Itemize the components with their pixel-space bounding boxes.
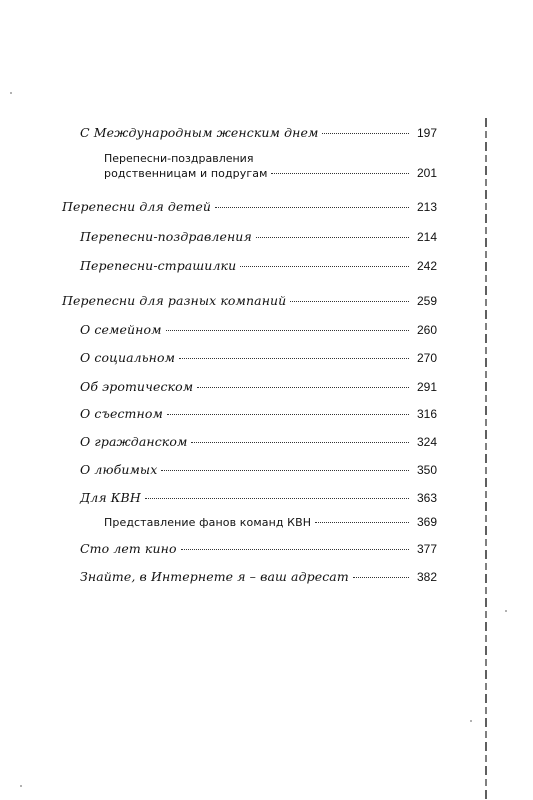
- toc-entry-title: Знайте, в Интернете я – ваш адресат: [80, 569, 349, 584]
- toc-entry-title: родственницам и подругам: [104, 167, 268, 180]
- toc-entry-title: О семейном: [80, 322, 162, 337]
- toc-entry-page: 197: [416, 126, 437, 140]
- dot-leader: [353, 577, 409, 578]
- dot-leader: [322, 133, 409, 134]
- toc-entry-title: Сто лет кино: [80, 541, 177, 556]
- toc-entry[interactable]: [80, 541, 437, 556]
- toc-entry[interactable]: [80, 350, 437, 365]
- toc-entry[interactable]: [80, 434, 437, 449]
- toc-entry-page: 214: [416, 230, 437, 244]
- dot-leader: [179, 358, 409, 359]
- toc-entry[interactable]: [80, 322, 437, 337]
- dot-leader: [181, 549, 409, 550]
- toc-entry-page: 316: [416, 407, 437, 421]
- toc-entry-page: 350: [416, 463, 437, 477]
- toc-entry-title: О социальном: [80, 350, 176, 365]
- toc-entry[interactable]: [80, 462, 437, 477]
- toc-entry-page: 242: [416, 259, 437, 273]
- toc-subentry[interactable]: [104, 515, 437, 529]
- toc-entry-page: 377: [416, 542, 437, 556]
- toc-entry-page: 201: [416, 166, 437, 180]
- toc-entry-page: 363: [416, 491, 437, 505]
- toc-subentry[interactable]: [104, 166, 437, 180]
- toc-entry-page: 259: [416, 294, 437, 308]
- toc-entry-title: С Международным женским днем: [80, 125, 319, 140]
- toc-section-entry[interactable]: [62, 293, 437, 308]
- toc-entry-page: 260: [416, 323, 437, 337]
- dot-leader: [290, 301, 409, 302]
- toc-entry-title-line1: Перепесни-поздравления: [104, 152, 254, 165]
- dot-leader: [167, 414, 409, 415]
- toc-entry[interactable]: [80, 406, 437, 421]
- toc-entry[interactable]: [80, 379, 437, 394]
- toc-entry[interactable]: [80, 229, 437, 244]
- toc-entry-title: Для КВН: [80, 490, 141, 505]
- toc-entry[interactable]: [80, 490, 437, 505]
- toc-entry-page: 382: [416, 570, 437, 584]
- dot-leader: [215, 207, 409, 208]
- dot-leader: [166, 330, 409, 331]
- toc-entry-page: 213: [416, 200, 437, 214]
- toc-entry-title: О съестном: [80, 406, 163, 421]
- dot-leader: [240, 266, 409, 267]
- toc-entry-title: Перепесни-поздравления: [80, 229, 252, 244]
- toc-entry-page: 369: [416, 515, 437, 529]
- dot-leader: [145, 498, 409, 499]
- toc-entry-title: О любимых: [80, 462, 158, 477]
- toc-entry-title: Представление фанов команд КВН: [104, 516, 312, 529]
- toc-entry-title: О гражданском: [80, 434, 188, 449]
- toc-entry-title: Об эротическом: [80, 379, 194, 394]
- dot-leader: [271, 173, 409, 174]
- toc-entry-title: Перепесни для детей: [62, 199, 212, 214]
- toc-entry-page: 324: [416, 435, 437, 449]
- dot-leader: [197, 387, 409, 388]
- toc-entry[interactable]: [80, 258, 437, 273]
- toc-entry-title: Перепесни для разных компаний: [62, 293, 287, 308]
- toc-section-entry[interactable]: [62, 199, 437, 214]
- toc-entry-page: 291: [416, 380, 437, 394]
- dot-leader: [315, 522, 409, 523]
- dot-leader: [256, 237, 409, 238]
- toc-entry[interactable]: [80, 569, 437, 584]
- toc-entry-page: 270: [416, 351, 437, 365]
- dot-leader: [191, 442, 409, 443]
- toc-entry-title: Перепесни-страшилки: [80, 258, 237, 273]
- toc-entry[interactable]: [80, 125, 437, 140]
- dot-leader: [161, 470, 409, 471]
